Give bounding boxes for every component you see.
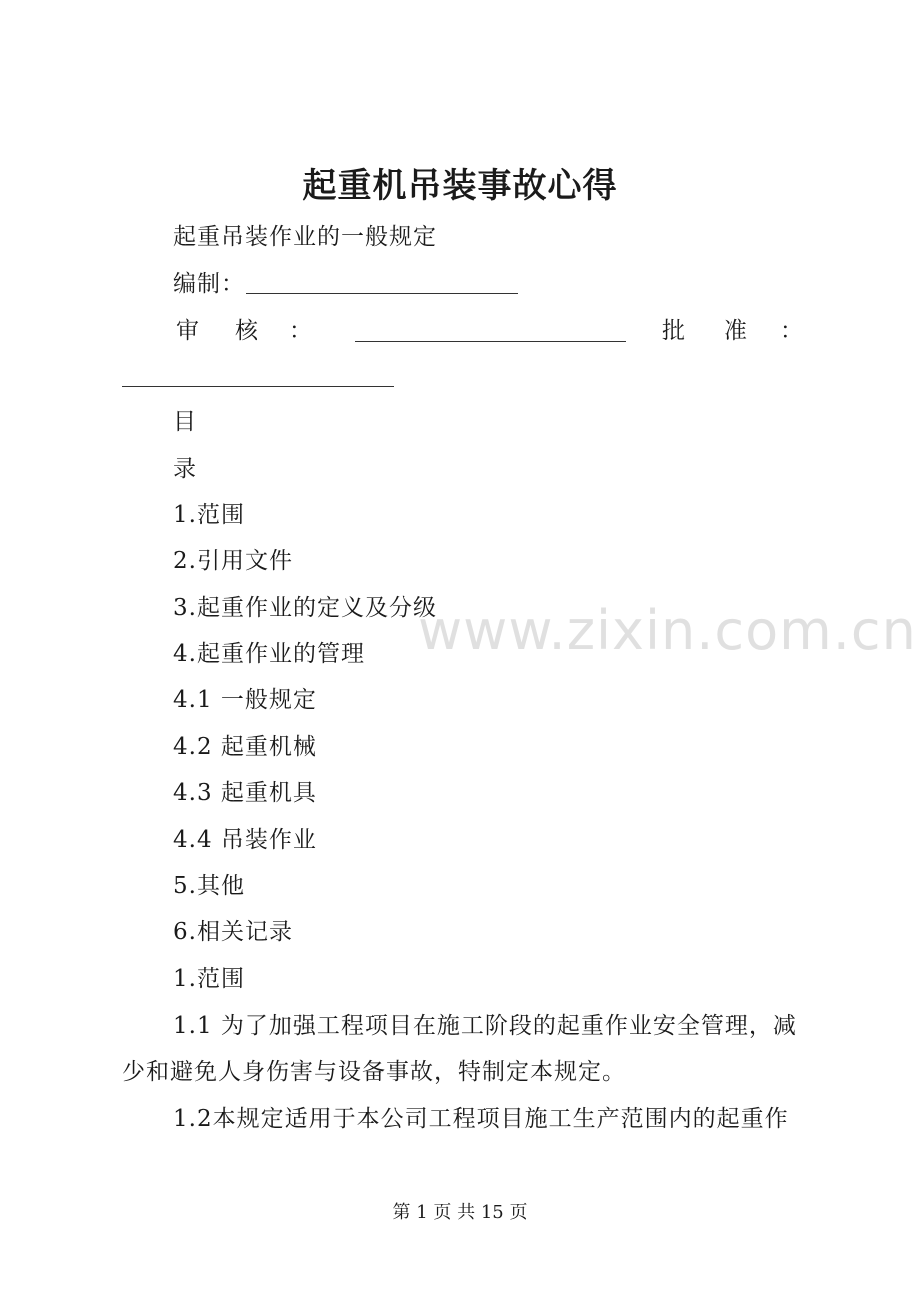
paragraph-line: 1.1 为了加强工程项目在施工阶段的起重作业安全管理，减	[173, 1013, 797, 1039]
toc-item: 4.4 吊装作业	[173, 827, 317, 853]
approve-char-1: 批	[662, 318, 685, 344]
page-footer: 第 1 页 共 15 页	[392, 1202, 528, 1223]
compile-label: 编制：	[173, 271, 245, 297]
document-subtitle: 起重吊装作业的一般规定	[173, 224, 437, 250]
approve-colon: ：	[780, 318, 803, 344]
watermark: www.zixin.com.cn	[418, 599, 917, 662]
review-char-1: 审	[176, 318, 199, 344]
toc-item: 2.引用文件	[173, 548, 293, 574]
toc-item: 5.其他	[173, 873, 245, 899]
review-char-2: 核	[235, 318, 258, 344]
compile-blank-line	[246, 293, 518, 294]
section-heading: 1.范围	[173, 966, 245, 992]
toc-item: 4.1 一般规定	[173, 687, 317, 713]
toc-item: 4.3 起重机具	[173, 780, 317, 806]
review-colon: ：	[289, 318, 312, 344]
toc-heading-1: 目	[173, 409, 197, 435]
review-blank-line	[355, 341, 626, 342]
toc-item: 3.起重作业的定义及分级	[173, 595, 437, 621]
paragraph-line: 1.2本规定适用于本公司工程项目施工生产范围内的起重作	[173, 1106, 789, 1132]
toc-item: 4.起重作业的管理	[173, 641, 365, 667]
paragraph-line: 少和避免人身伤害与设备事故，特制定本规定。	[122, 1059, 626, 1085]
toc-item: 1.范围	[173, 502, 245, 528]
approve-char-2: 准	[724, 318, 747, 344]
toc-item: 6.相关记录	[173, 919, 293, 945]
toc-heading-2: 录	[173, 456, 197, 482]
document-title: 起重机吊装事故心得	[302, 166, 618, 206]
approve-blank-line	[122, 386, 394, 387]
toc-item: 4.2 起重机械	[173, 734, 317, 760]
